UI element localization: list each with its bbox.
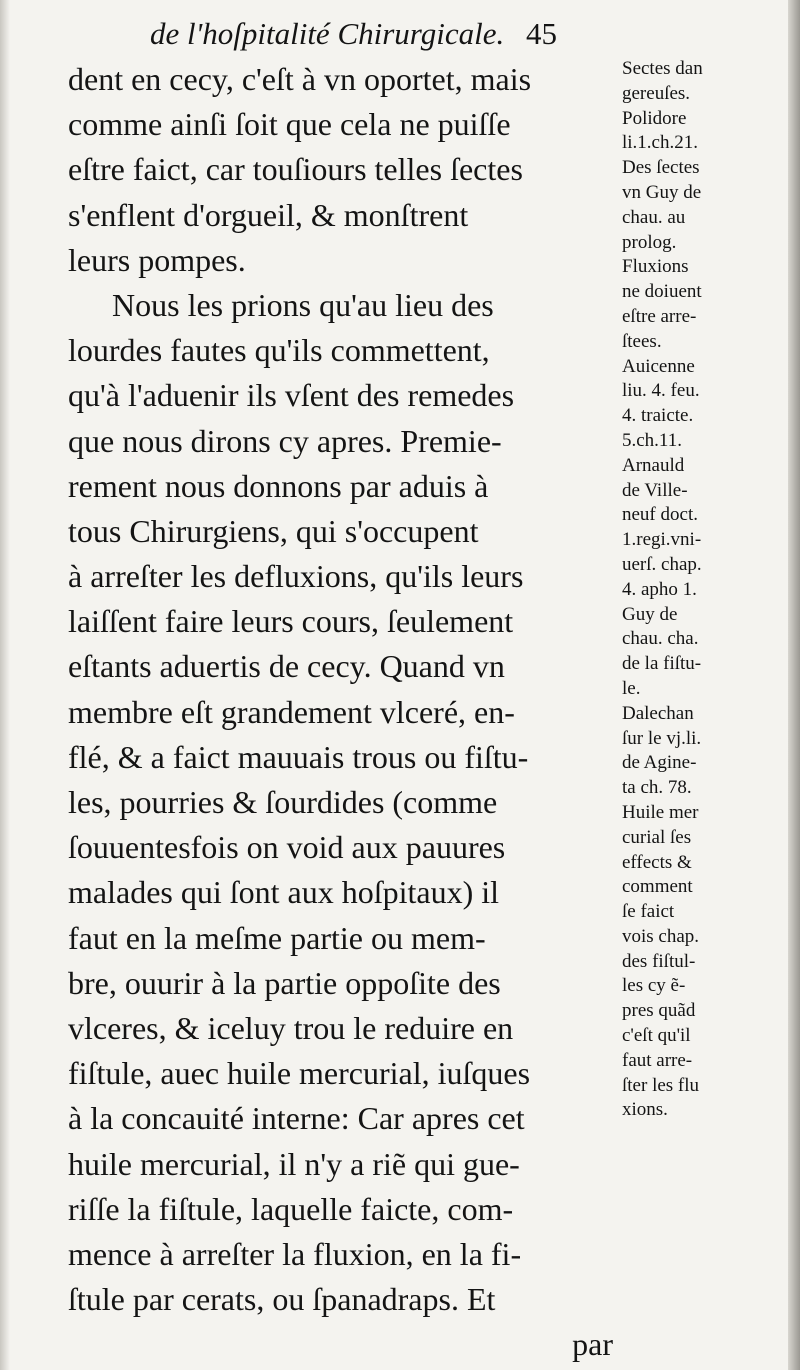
text-line: eſtants aduertis de cecy. Quand vn — [68, 648, 505, 685]
margin-note-line: ta ch. 78. — [622, 777, 692, 799]
margin-note-line: 4. apho 1. — [622, 578, 697, 600]
margin-note-line: faut arre- — [622, 1049, 693, 1071]
margin-note-line: vn Guy de — [622, 181, 702, 203]
margin-note-line: gereuſes. — [622, 82, 691, 104]
margin-note-line: vois chap. — [622, 925, 700, 947]
text-line: fiſtule, auec huile mercurial, iuſques — [68, 1055, 531, 1092]
text-line: huile mercurial, il n'y a riẽ qui gue- — [68, 1145, 520, 1182]
text-line: rement nous donnons par aduis à — [68, 467, 489, 504]
text-line: Nous les prions qu'au lieu des — [112, 286, 494, 323]
text-line: s'enflent d'orgueil, & monſtrent — [68, 196, 469, 233]
margin-note-line: ſe faict — [622, 901, 675, 923]
margin-note-line: Huile mer — [622, 801, 699, 823]
margin-note-line: eſtre arre- — [622, 305, 697, 327]
text-line: à la concauité interne: Car apres cet — [68, 1100, 525, 1137]
margin-note-line: des fiſtul- — [622, 950, 696, 972]
margin-note-line: 5.ch.11. — [622, 429, 682, 451]
margin-note-line: li.1.ch.21. — [622, 132, 698, 154]
margin-note-line: Des ſectes — [622, 157, 700, 179]
margin-note-line: liu. 4. feu. — [622, 380, 700, 402]
margin-note-line: Guy de — [622, 603, 678, 625]
margin-note-line: ſtees. — [622, 330, 662, 352]
text-line: qu'à l'aduenir ils vſent des remedes — [68, 377, 515, 414]
margin-note-line: le. — [622, 677, 641, 699]
margin-note-line: curial ſes — [622, 826, 692, 848]
margin-note-line: Dalechan — [622, 702, 694, 724]
text-line: malades qui ſont aux hoſpitaux) il — [68, 874, 500, 911]
text-line: vlceres, & iceluy trou le reduire en — [68, 1009, 514, 1046]
margin-note-line: neuf doct. — [622, 504, 698, 526]
text-line: leurs pompes. — [68, 241, 246, 278]
text-line: mence à arreſter la fluxion, en la fi- — [68, 1235, 522, 1272]
margin-note-line: ne doiuent — [622, 281, 702, 303]
margin-note-line: de Ville- — [622, 479, 688, 501]
text-line: riſſe la fiſtule, laquelle faicte, com- — [68, 1190, 514, 1227]
text-line: que nous dirons cy apres. Premie- — [68, 422, 502, 459]
margin-note-line: Sectes dan — [622, 58, 703, 79]
margin-note-line: ſur le vj.li. — [622, 727, 702, 749]
margin-note-line: 4. traicte. — [622, 405, 694, 427]
margin-note-line: les cy ẽ- — [622, 975, 686, 997]
margin-note-line: effects & — [622, 851, 692, 873]
text-line: à arreſter les defluxions, qu'ils leurs — [68, 558, 524, 595]
text-line: les, pourries & ſourdides (comme — [68, 784, 498, 820]
margin-note-line: c'eſt qu'il — [622, 1025, 691, 1047]
running-header — [150, 14, 610, 54]
text-line: comme ainſi ſoit que cela ne puiſſe — [68, 106, 511, 143]
text-line: lourdes fautes qu'ils commettent, — [68, 332, 490, 369]
page-edge-left — [0, 0, 10, 1370]
text-line: par — [572, 1326, 613, 1363]
margin-notes — [622, 57, 790, 1123]
margin-note-line: Auicenne — [622, 355, 695, 377]
text-line: bre, ouurir à la partie oppoſite des — [68, 964, 501, 1001]
margin-note-line: pres quãd — [622, 1000, 696, 1022]
margin-note-line: de Agine- — [622, 752, 697, 774]
margin-note-line: Fluxions — [622, 256, 689, 278]
margin-note-line: prolog. — [622, 231, 677, 253]
margin-note-line: Arnauld — [622, 454, 685, 476]
margin-note-line: de la fiſtu- — [622, 653, 702, 675]
margin-note-line: comment — [622, 876, 693, 898]
page-number: 45 — [525, 16, 557, 51]
text-line: laiſſent faire leurs cours, ſeulement — [68, 603, 514, 640]
margin-note-line: uerſ. chap. — [622, 553, 702, 575]
text-line: flé, & a faict mauuais trous ou fiſtu- — [68, 738, 529, 775]
margin-note-line: Polidore — [622, 107, 687, 129]
text-line: ſtule par cerats, ou ſpanadraps. Et — [68, 1281, 496, 1318]
margin-note-line: chau. au — [622, 206, 686, 228]
text-line: dent en cecy, c'eſt à vn oportet, mais — [68, 61, 532, 97]
text-line: membre eſt grandement vlceré, en- — [68, 693, 515, 730]
main-text-block — [68, 57, 613, 1367]
text-line: ſouuentesfois on void aux pauures — [68, 829, 506, 866]
running-title: de l'hoſpitalité Chirurgicale. — [150, 16, 505, 51]
margin-note-line: 1.regi.vni- — [622, 529, 702, 551]
margin-note-line: xions. — [622, 1099, 668, 1121]
text-line: faut en la meſme partie ou mem- — [68, 919, 486, 956]
margin-note-line: chau. cha. — [622, 628, 699, 650]
text-line: tous Chirurgiens, qui s'occupent — [68, 512, 479, 549]
text-line: eſtre faict, car touſiours telles ſectes — [68, 151, 523, 188]
margin-note-line: ſter les flu — [622, 1074, 700, 1096]
